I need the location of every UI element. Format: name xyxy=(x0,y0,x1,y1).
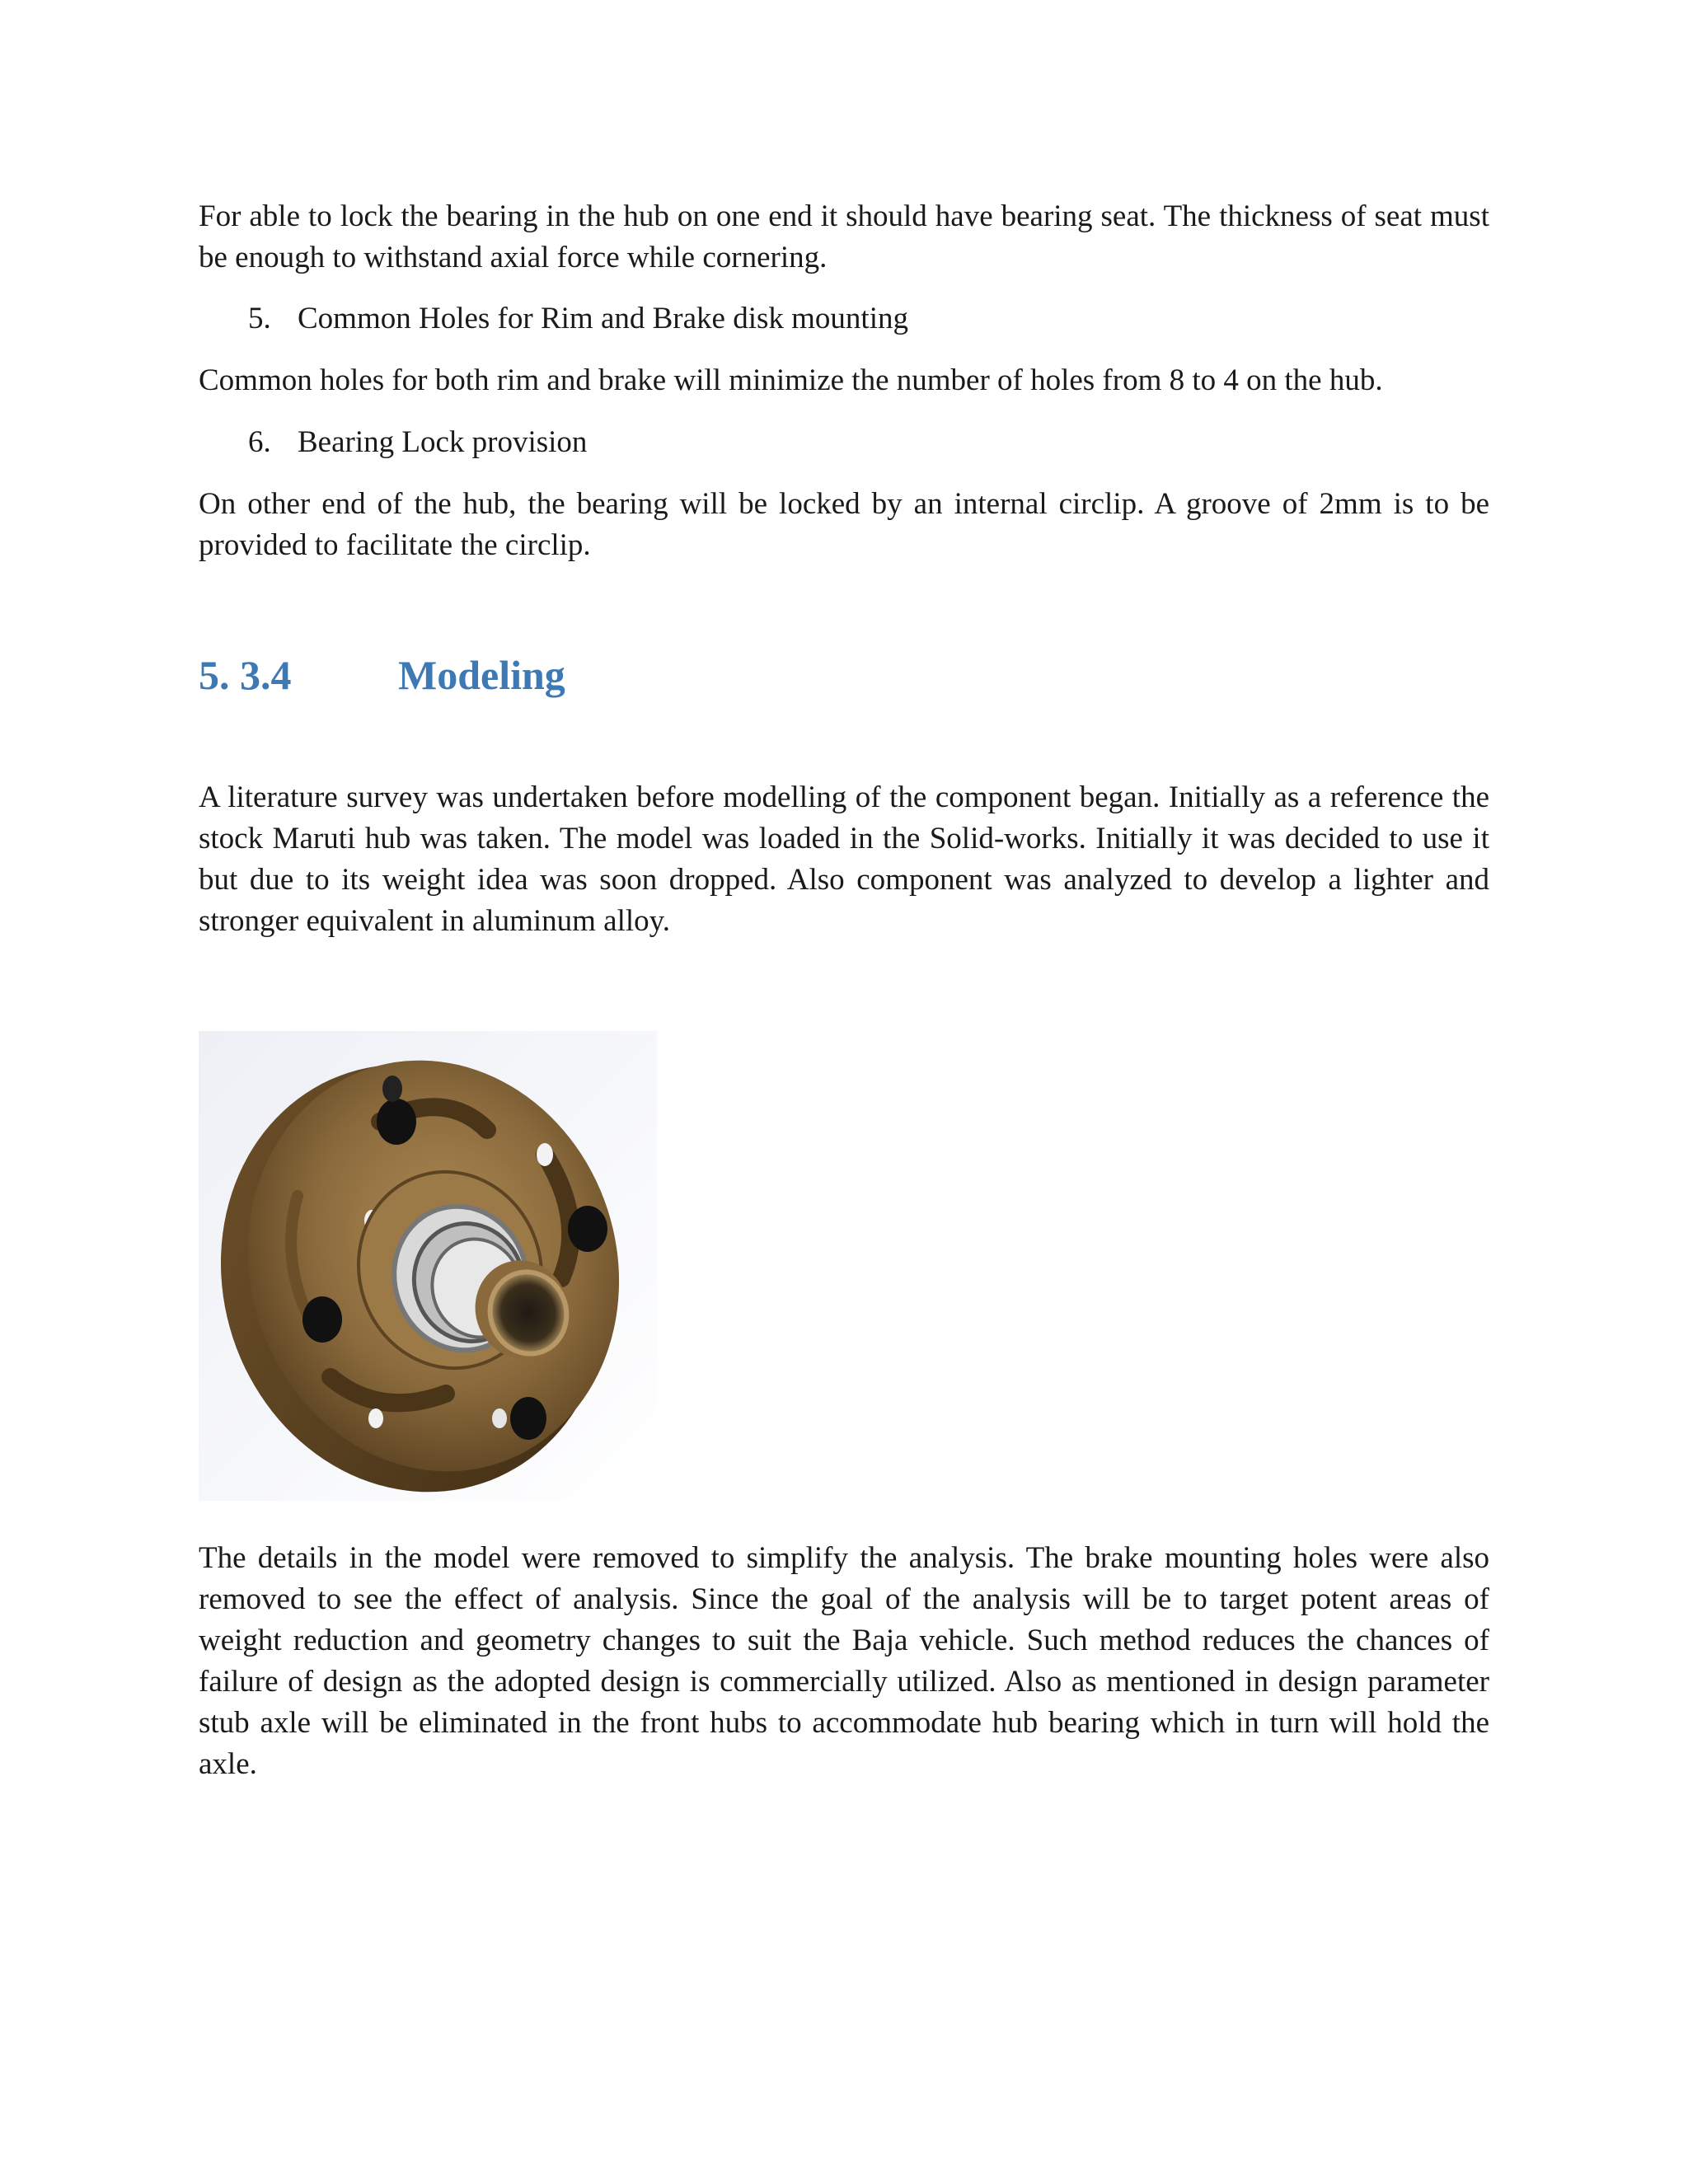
hub-model-figure xyxy=(199,1031,657,1501)
list-text: Common Holes for Rim and Brake disk mounting xyxy=(298,302,908,335)
list-item-bearing-lock xyxy=(199,422,1489,463)
section-title: Modeling xyxy=(398,652,565,698)
paragraph-common-holes: Common holes for both rim and brake will minimize the number of holes from 8 to 4 on the hub. xyxy=(199,363,1383,397)
paragraph-circlip: On other end of the hub, the bearing will be locked by an internal circlip. A groove of 2mm is to be provided to facilitate the circlip. xyxy=(199,487,1489,562)
paragraph-bearing-seat: For able to lock the bearing in the hub on one end it should have bearing seat. The thickness of seat must be enough to withstand axial force while cornering. xyxy=(199,199,1489,274)
wheel-stud xyxy=(510,1397,546,1440)
wheel-stud xyxy=(302,1296,342,1343)
mounting-hole xyxy=(368,1408,383,1428)
list-item-common-holes xyxy=(199,298,1489,340)
list-number: 6. xyxy=(248,425,271,459)
paragraph-analysis-details: The details in the model were removed to simplify the analysis. The brake mounting holes were also removed to see the effect of analysis. Since the goal of the analysis will be to target potent areas of weight reduction and geometry changes to suit the Baja vehicle. Such method reduces the chances of failure of design as the adopted design is commercially utilized. Also as mentioned in design parameter stub axle will be eliminated in the front hubs to accommodate hub bearing which in turn will hold the axle. xyxy=(199,1541,1489,1781)
mounting-hole xyxy=(537,1143,553,1166)
list-text: Bearing Lock provision xyxy=(298,425,588,459)
hub-model-illustration xyxy=(199,1031,657,1501)
section-number: 5. 3.4 xyxy=(199,652,292,698)
list-number: 5. xyxy=(248,302,271,335)
mounting-hole xyxy=(492,1408,507,1428)
paragraph-literature-survey: A literature survey was undertaken before modelling of the component began. Initially as a reference the stock Maruti hub was taken. The model was loaded in the Solid-works. Initially it was decided to use it but due to its weight idea was soon dropped. Also component was analyzed to develop a lighter and stronger equivalent in aluminum alloy. xyxy=(199,780,1489,938)
wheel-stud xyxy=(377,1099,416,1145)
wheel-stud xyxy=(568,1206,607,1252)
document-page xyxy=(199,196,1489,1785)
section-heading xyxy=(199,642,1489,708)
wheel-stud-tip xyxy=(382,1076,402,1102)
